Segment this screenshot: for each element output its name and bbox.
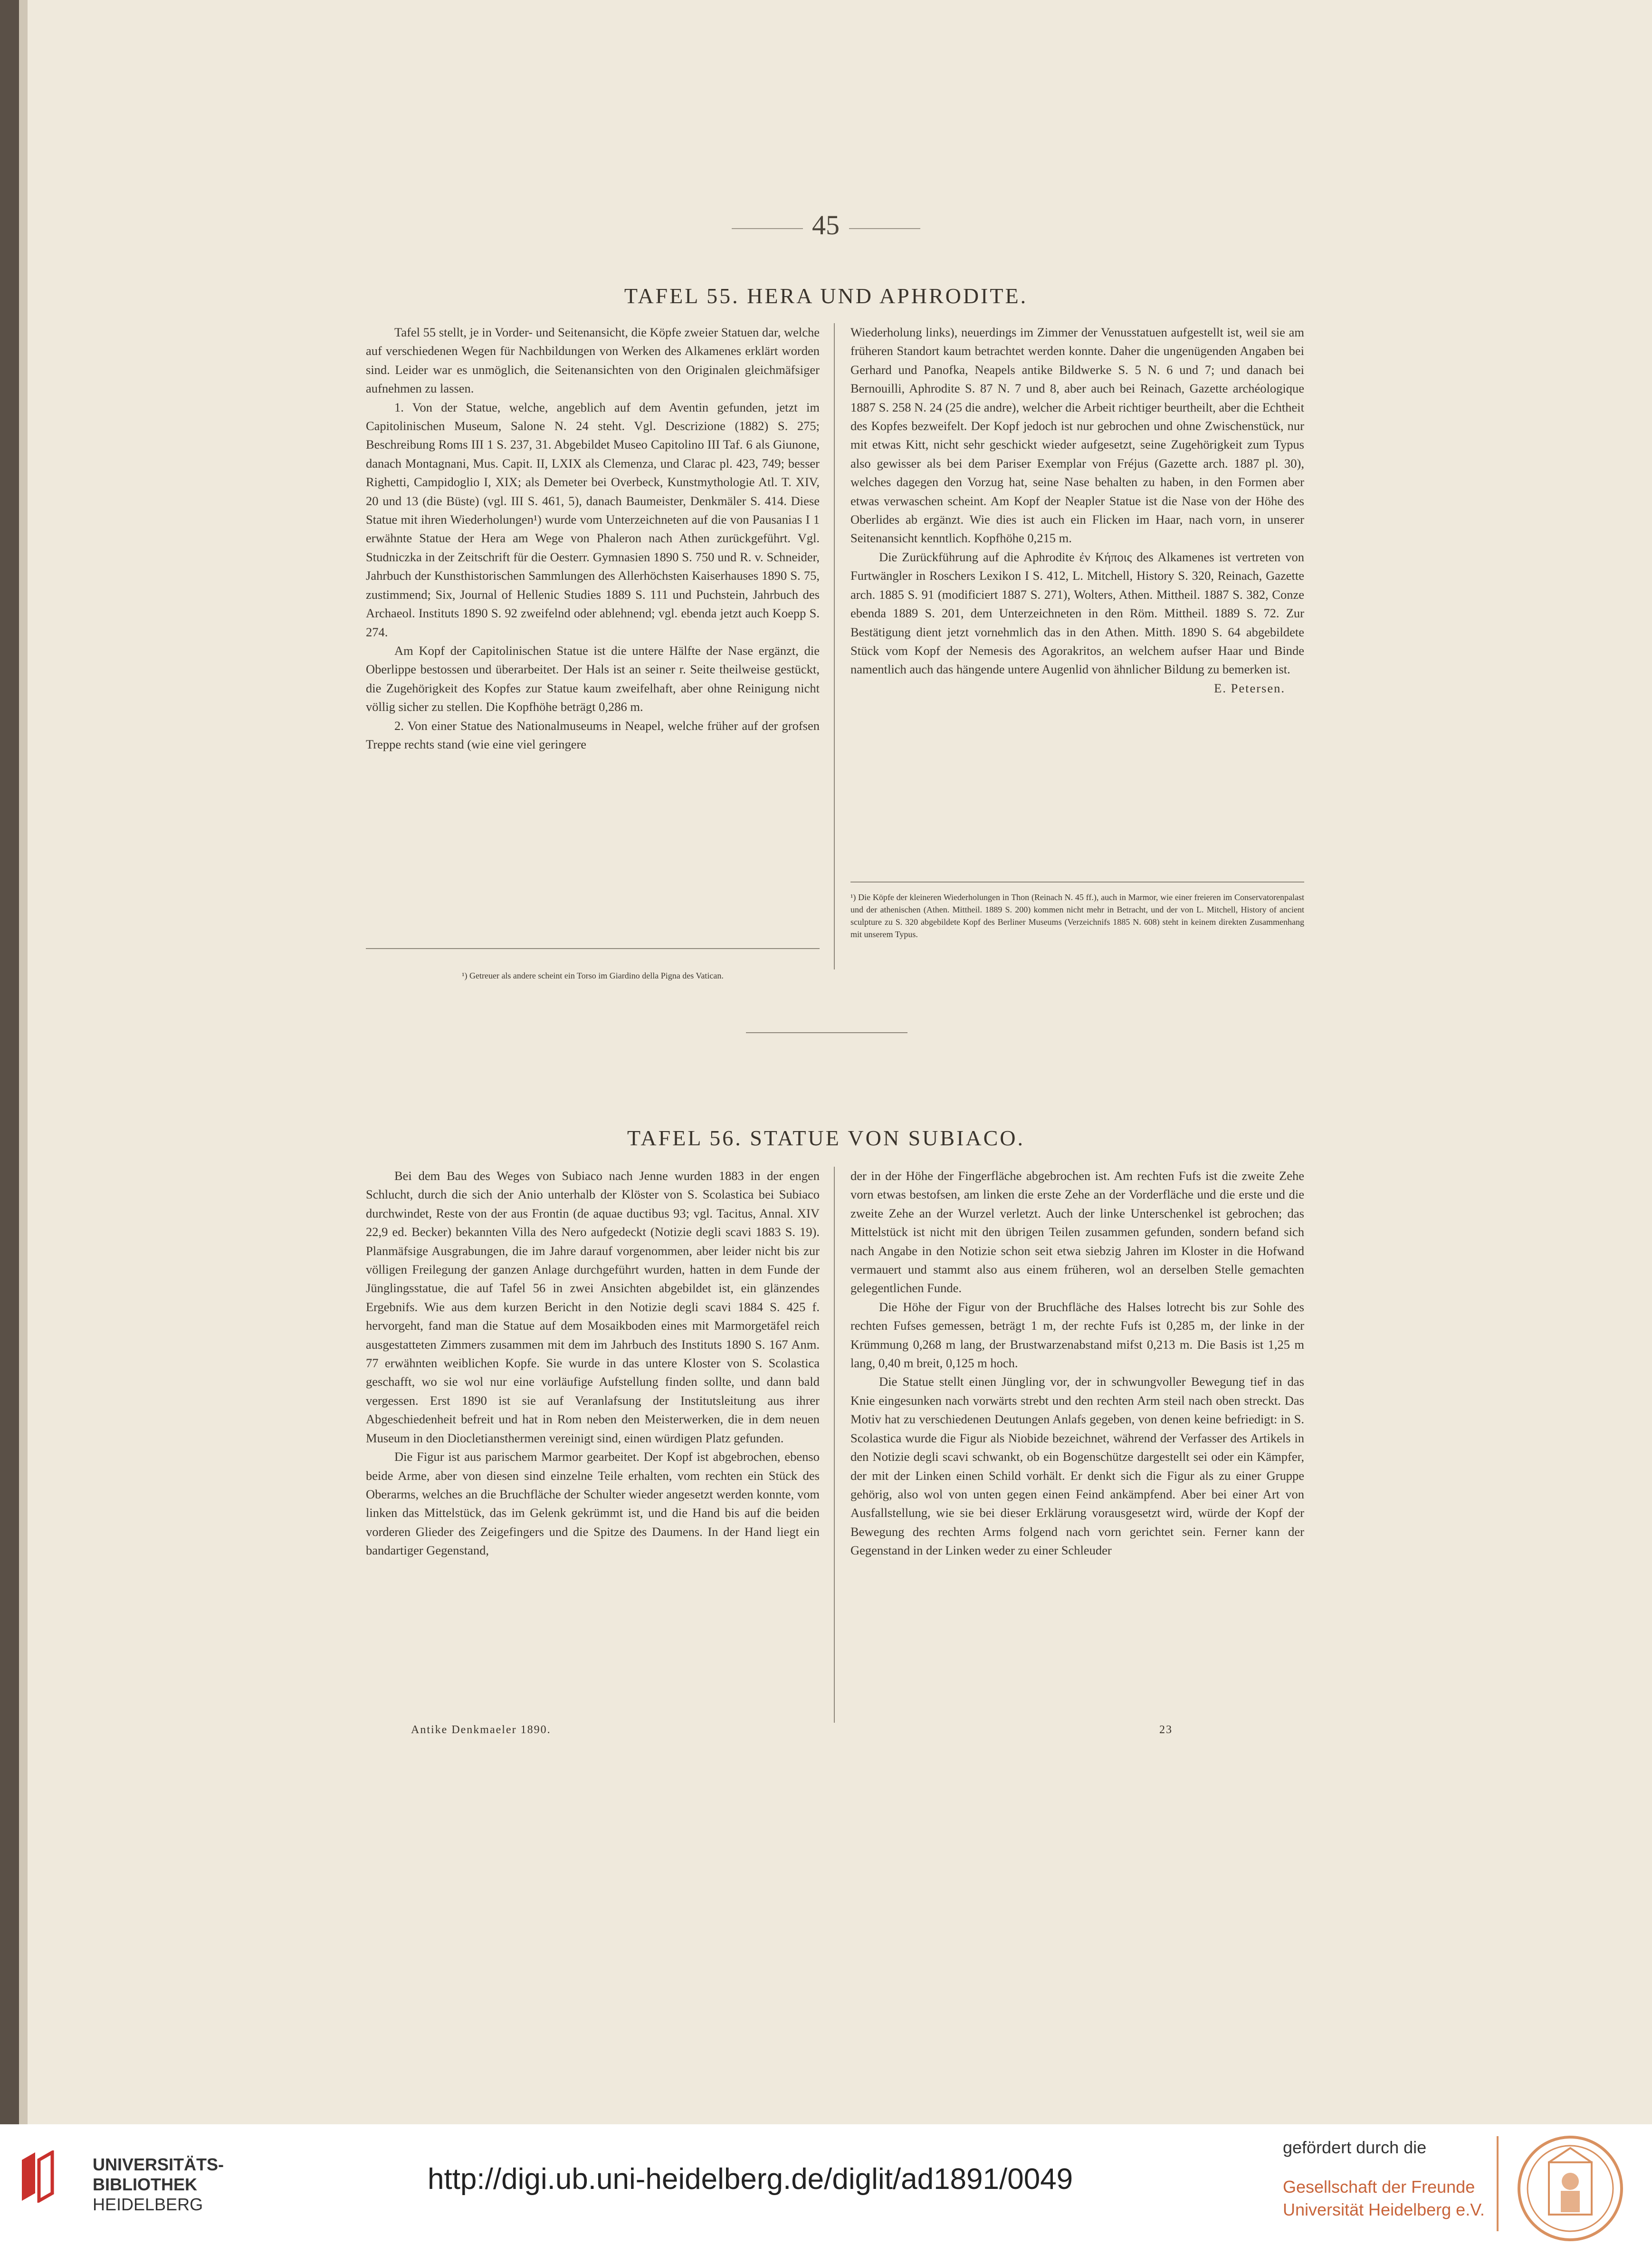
tafel56-right-column — [850, 1167, 1304, 1560]
library-name — [93, 2155, 224, 2215]
page-footer-right: 23 — [1159, 1724, 1173, 1736]
sponsor-divider — [1497, 2136, 1499, 2231]
paragraph: Die Zurückführung auf die Aphrodite ἐν Κήποις des Alkamenes ist vertreten von Furtwängler in Roschers Lexikon I S. 412, L. Mitchell, History S. 320, Reinach, Gazette arch. 1885 S. 91 (modificiert 1887 S. 271), Wolters, Athen. Mittheil. 1887 S. 382, Conze ebenda 1889 S. 201, dem Unterzeichneten in den Röm. Mittheil. 1889 S. 72. Zur Bestätigung dient jetzt vornehmlich das in den Athen. Mitth. 1890 S. 64 abgebildete Stück vom Kopf der Nemesis des Agorakritos, an welchem aufser Haar und Binde namentlich auch das hängende untere Augenlid von ähnlicher Bildung zu bemerken ist. — [850, 549, 1304, 677]
tafel55-left-column — [366, 323, 820, 754]
footnote-rule-right — [850, 882, 1304, 883]
sponsor-name — [1283, 2176, 1485, 2221]
tafel55-right-column — [850, 323, 1304, 698]
tafel55-right-footnote: ¹) Die Köpfe der kleineren Wiederholungen in Thon (Reinach N. 45 ff.), auch in Marmor, wie einer freieren im Conservatorenpalast und der athenischen (Athen. Mittheil. 1889 S. 200) kommen nicht mehr in Betracht, und der von L. Mitchell, History of ancient sculpture zu S. 320 abgebildete Kopf des Berliner Museums (Verzeichnifs 1885 N. 608) steht in keinem direkten Zusammenhang mit unserem Typus. — [850, 892, 1304, 939]
digitization-footer — [0, 2124, 1652, 2245]
signature: E. Petersen. — [1214, 681, 1285, 695]
page-binding-edge — [0, 0, 19, 2124]
sponsor-label: gefördert durch die — [1283, 2138, 1427, 2157]
library-name-line: UNIVERSITÄTS- — [93, 2155, 224, 2174]
paragraph: Am Kopf der Capitolinischen Statue ist die untere Hälfte der Nase ergänzt, die Oberlippe bestossen und überarbeitet. Der Hals ist an seiner r. Seite theilweise gestückt, die Zugehörigkeit des Kopfes zur Statue kaum zweifelhaft, aber ohne Reinigung nicht völlig sicher zu stellen. Die Kopfhöhe beträgt 0,286 m. — [366, 643, 820, 714]
footnote-rule-left — [366, 948, 820, 949]
permalink-url[interactable]: http://digi.ub.uni-heidelberg.de/diglit/ad1891/0049 — [428, 2163, 1073, 2196]
paragraph: 2. Von einer Statue des Nationalmuseums in Neapel, welche früher auf der grofsen Treppe rechts stand (wie eine viel geringere — [366, 718, 820, 751]
sponsor-name-line: Gesellschaft der Freunde — [1283, 2177, 1475, 2197]
page-number: 45 — [812, 210, 840, 240]
page-gutter — [19, 0, 28, 2124]
tafel55-left-footnote: ¹) Getreuer als andere scheint ein Torso im Giardino della Pigna des Vatican. — [462, 971, 724, 980]
university-seal-icon — [1516, 2134, 1625, 2243]
page-number-rule-right — [849, 228, 920, 229]
library-logo-icon — [19, 2150, 57, 2203]
library-name-line: BIBLIOTHEK — [93, 2175, 197, 2194]
paragraph: Die Statue stellt einen Jüngling vor, der in schwungvoller Bewegung tief in das Knie eingesunken nach vorwärts strebt und den rechten Arm steil nach oben streckt. Das Motiv hat zu verschiedenen Deutungen Anlafs gegeben, von denen keine befriedigt: in S. Scolastica wurde die Figur als Niobide bezeichnet, während der Verfasser des Artikels in den Notizie degli scavi schwankt, ob ein Bogenschütze dargestellt sei oder ein Kämpfer, der mit der Linken einen Schild vorhält. Er denkt sich die Figur als zu einer Gruppe gehörig, also wol von unten gegen einen Feind ankämpfend. Aber bei einer Art von Ausfallstellung, wie sie bei dieser Erklärung vorausgesetzt wird, würde der Kopf der Bewegung des rechten Arms folgend nach vorn gerichtet sein. Ferner kann der Gegenstand in der Linken weder zu einer Schleuder — [850, 1374, 1304, 1558]
paragraph: der in der Höhe der Fingerfläche abgebrochen ist. Am rechten Fufs ist die zweite Zehe vorn etwas bestofsen, am linken die erste Zehe an der Vorderfläche und die erste und die zweite Zehe an der Wurzel verletzt. Auch der linke Unterschenkel ist gebrochen; das Mittelstück ist nicht mit den übrigen Teilen zusammen gefunden, sondern befand sich nach Angabe in den Notizie schon seit etwa siebzig Jahren im Kloster in die Hofwand vermauert und stammt also aus einem früheren, wol an derselben Stelle gemachten gelegentlichen Funde. — [850, 1169, 1304, 1295]
paragraph: Wiederholung links), neuerdings im Zimmer der Venusstatuen aufgestellt ist, weil sie am früheren Standort kaum betrachtet werden konnte. Daher die ungenügenden Angaben bei Gerhard und Panofka, Neapels antike Bildwerke S. 5 N. 6 und 7; und danach bei Bernouilli, Aphrodite S. 87 N. 7 und 8, aber auch bei Reinach, Gazette archéologique 1887 S. 258 N. 24 (25 die andre), welcher die Arbeit richtiger beurtheilt, aber die Echtheit des Kopfes bezweifelt. Der Kopf jedoch ist nur gebrochen und ohne Zwischenstück, nur mit etwas Kitt, nicht sehr geschickt wieder aufgesetzt, seine Zugehörigkeit zum Typus also gewisser als bei dem Pariser Exemplar von Fréjus (Gazette arch. 1887 pl. 30), welches dagegen den Vorzug hat, seine Nase behalten zu haben, in den Formen aber etwas verwaschen scheint. Am Kopf der Neapler Statue ist die Nase von der Höhe des Oberlides ab ergänzt. Wie dies ist auch ein Flicken im Haar, nach vorn, in unserer Seitenansicht kenntlich. Kopfhöhe 0,215 m. — [850, 325, 1304, 546]
page-footer-left: Antike Denkmaeler 1890. — [411, 1724, 551, 1736]
paragraph: Die Figur ist aus parischem Marmor gearbeitet. Der Kopf ist abgebrochen, ebenso beide Arme, aber von diesen sind einzelne Teile erhalten, vom rechten ein Stück des Oberarms, welches an die Bruchfläche der Schulter wieder angesetzt werden konnte, vom linken das Mittelstück, das im Gelenk gekrümmt ist, und die Hand bis auf die beiden vorderen Glieder des Zeigefingers und die Spitze des Daumens. In der Hand liegt ein bandartiger Gegenstand, — [366, 1449, 820, 1558]
column-separator — [834, 1167, 835, 1723]
paragraph: Bei dem Bau des Weges von Subiaco nach Jenne wurden 1883 in der engen Schlucht, durch die sich der Anio unterhalb der Klöster von S. Scolastica bei Subiaco durchwindet, Reste von der aus Frontin (de aquae ductibus 93; vgl. Tacitus, Annal. XIV 22,9 ed. Becker) bekannten Villa des Nero aufgedeckt (Notizie degli scavi 1883 S. 19). Planmäfsige Ausgrabungen, die im Jahre darauf vorgenommen, aber leider nicht bis zur völligen Freilegung der ganzen Anlage durchgeführt wurden, hatten in dem Funde der Jünglingsstatue, die auf Tafel 56 in zwei Ansichten abgebildet ist, ein glänzendes Ergebnifs. Wie aus dem kurzen Bericht in den Notizie degli scavi 1884 S. 425 f. hervorgeht, fand man die Statue auf dem Mosaikboden eines mit Marmorgetäfel reich ausgestatteten Zimmers zusammen mit dem im Jahrbuch des Instituts 1890 S. 167 Anm. 77 erwähnten weiblichen Kopfe. Sie wurde in das untere Kloster von S. Scolastica geschafft, wo sie wol nur eine vorläufige Aufstellung finden sollte, und dann bald vergessen. Erst 1890 ist sie auf Veranlafsung der Institutsleitung aus ihrer Abgeschiedenheit befreit und hat in Rom neben den Meisterwerken, die in dem neuen Museum in den Diocletiansthermen vereinigt sind, einen würdigen Platz gefunden. — [366, 1169, 820, 1445]
tafel56-left-column — [366, 1167, 820, 1560]
paragraph: Die Höhe der Figur von der Bruchfläche des Halses lotrecht bis zur Sohle des rechten Fufses gemessen, beträgt 1 m, der rechte Fufs ist 0,285 m, der linke in der Krümmung 0,268 m lang, der Brustwarzenabstand mifst 0,213 m. Die Basis ist 1,25 m lang, 0,40 m breit, 0,125 m hoch. — [850, 1299, 1304, 1371]
tafel55-heading: TAFEL 55. HERA UND APHRODITE. — [624, 284, 1028, 308]
column-separator — [834, 323, 835, 969]
tafel56-heading: TAFEL 56. STATUE VON SUBIACO. — [627, 1126, 1025, 1150]
paragraph: 1. Von der Statue, welche, angeblich auf dem Aventin gefunden, jetzt im Capitolinischen Museum, Salone N. 24 steht. Vgl. Descrizione (1882) S. 275; Beschreibung Roms III 1 S. 237, 31. Abgebildet Museo Capitolino III Taf. 6 als Giunone, danach Montagnani, Mus. Capit. II, LXIX als Clemenza, und Clarac pl. 423, 749; besser Righetti, Campidoglio I, XIX; als Demeter bei Overbeck, Kunstmythologie Atl. T. XIV, 20 und 13 (die Büste) (vgl. III S. 461, 5), danach Baumeister, Denkmäler S. 414. Diese Statue mit ihren Wiederholungen¹) wurde vom Unterzeichneten auf die von Pausanias I 1 erwähnte Statue der Hera am Wege von Phaleron nach Athen zurückgeführt. Vgl. Studniczka in der Zeitschrift für die Oesterr. Gymnasien 1890 S. 750 und R. v. Schneider, Jahrbuch der Kunsthistorischen Sammlungen des Allerhöchsten Kaiserhauses 1890 S. 75, zustimmend; Six, Journal of Hellenic Studies 1889 S. 111 und Puchstein, Jahrbuch des Archaeol. Instituts 1890 S. 92 zweifelnd oder ablehnend; vgl. ebenda jetzt auch Koepp S. 274. — [366, 400, 820, 639]
paragraph: Tafel 55 stellt, je in Vorder- und Seitenansicht, die Köpfe zweier Statuen dar, welche auf verschiedenen Wegen für Nachbildungen von Werken des Alkamenes erklärt worden sind. Leider war es unmöglich, die Seitenansichten von den Originalen gleichmäfsiger aufnehmen zu lassen. — [366, 325, 820, 396]
section-divider — [746, 1032, 907, 1033]
library-name-line: HEIDELBERG — [93, 2195, 203, 2214]
sponsor-name-line: Universität Heidelberg e.V. — [1283, 2200, 1485, 2219]
